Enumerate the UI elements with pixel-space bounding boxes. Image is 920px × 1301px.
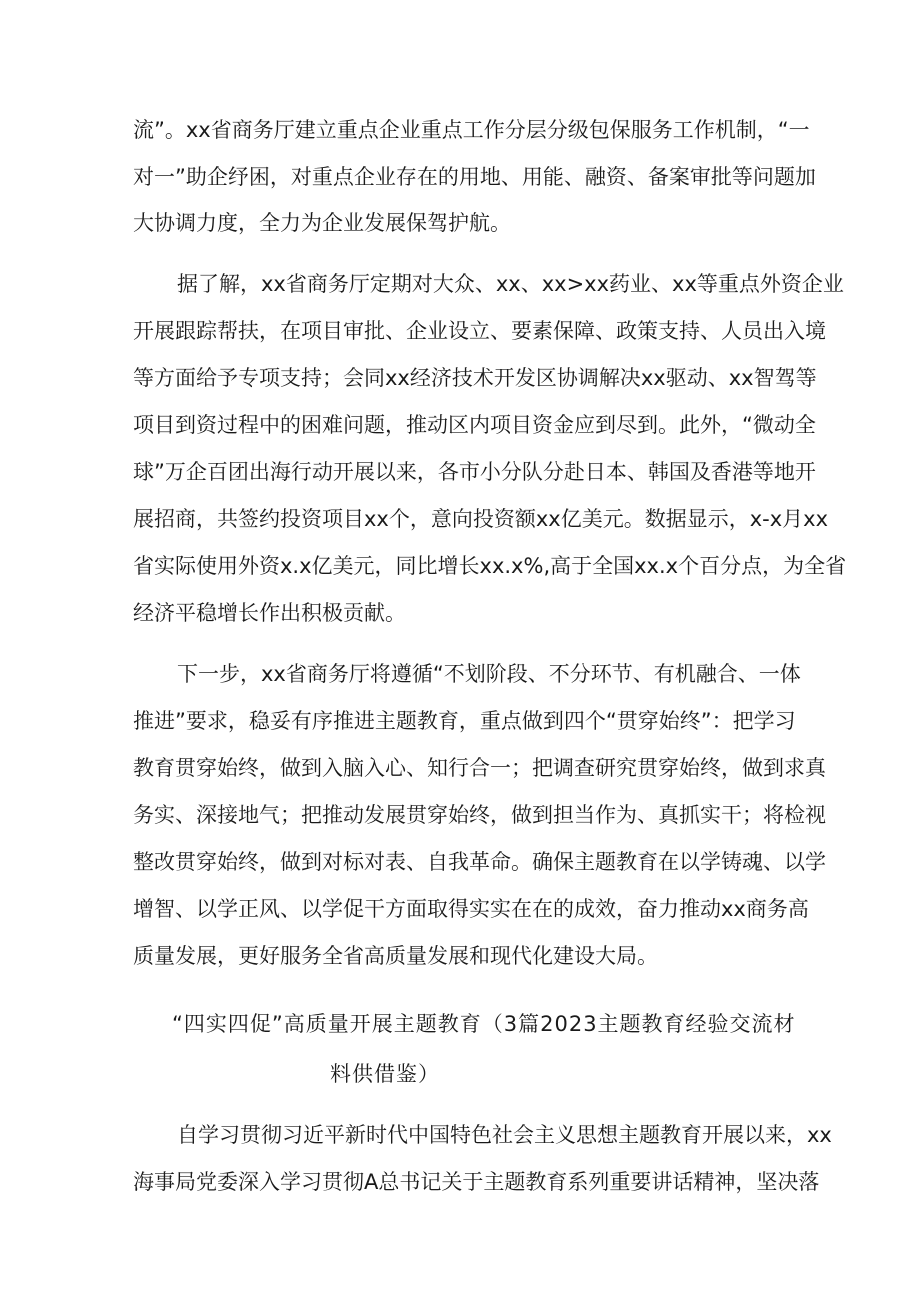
paragraph-1-line-3: 大协调力度，全力为企业发展保驾护航。 xyxy=(133,211,511,235)
paragraph-3-line-6: 增智、以学正风、以学促干方面取得实实在在的成效，奋力推动xx商务高 xyxy=(133,897,809,921)
paragraph-3-line-1: 下一步，xx省商务厅将遵循“不划阶段、不分环节、有机融合、一体 xyxy=(177,662,801,686)
paragraph-3-line-2: 推进”要求，稳妥有序推进主题教育，重点做到四个“贯穿始终”：把学习 xyxy=(133,709,796,733)
paragraph-2-line-3: 等方面给予专项支持；会同xx经济技术开发区协调解决xx驱动、xx智驾等 xyxy=(133,366,817,390)
paragraph-2-line-4: 项目到资过程中的困难问题，推动区内项目资金应到尽到。此外，“微动全 xyxy=(133,413,816,437)
paragraph-3-line-3: 教育贯穿始终，做到入脑入心、知行合一；把调查研究贯穿始终，做到求真 xyxy=(133,756,826,780)
paragraph-2-line-2: 开展跟踪帮扶，在项目审批、企业设立、要素保障、政策支持、人员出入境 xyxy=(133,319,826,343)
paragraph-3-line-4: 务实、深接地气；把推动发展贯穿始终，做到担当作为、真抓实干；将检视 xyxy=(133,803,826,827)
paragraph-2-line-6: 展招商，共签约投资项目xx个，意向投资额xx亿美元。数据显示，x-x月xx xyxy=(133,507,828,531)
paragraph-2-line-8: 经济平稳增长作出积极贡献。 xyxy=(133,601,406,625)
paragraph-1-line-2: 对一”助企纾困，对重点企业存在的用地、用能、融资、备案审批等问题加 xyxy=(133,165,816,189)
paragraph-3-line-7: 质量发展，更好服务全省高质量发展和现代化建设大局。 xyxy=(133,944,658,968)
paragraph-1-line-1: 流”。xx省商务厅建立重点企业重点工作分层分级包保服务工作机制，“一 xyxy=(133,118,810,142)
section-title-line-2: 料供借鉴） xyxy=(330,1062,440,1086)
paragraph-4-line-2: 海事局党委深入学习贯彻A总书记关于主题教育系列重要讲话精神，坚决落 xyxy=(133,1170,820,1194)
paragraph-3-line-5: 整改贯穿始终，做到对标对表、自我革命。确保主题教育在以学铸魂、以学 xyxy=(133,850,826,874)
paragraph-4-line-1: 自学习贯彻习近平新时代中国特色社会主义思想主题教育开展以来，xx xyxy=(177,1123,832,1147)
paragraph-2-line-1: 据了解，xx省商务厅定期对大众、xx、xx>xx药业、xx等重点外资企业 xyxy=(177,272,844,296)
paragraph-2-line-5: 球”万企百团出海行动开展以来，各市小分队分赴日本、韩国及香港等地开 xyxy=(133,460,816,484)
paragraph-2-line-7: 省实际使用外资x.x亿美元，同比增长xx.x%,高于全国xx.x个百分点，为全省 xyxy=(133,554,847,578)
section-title-line-1: “四实四促”高质量开展主题教育（3篇2023主题教育经验交流材 xyxy=(172,1012,796,1036)
